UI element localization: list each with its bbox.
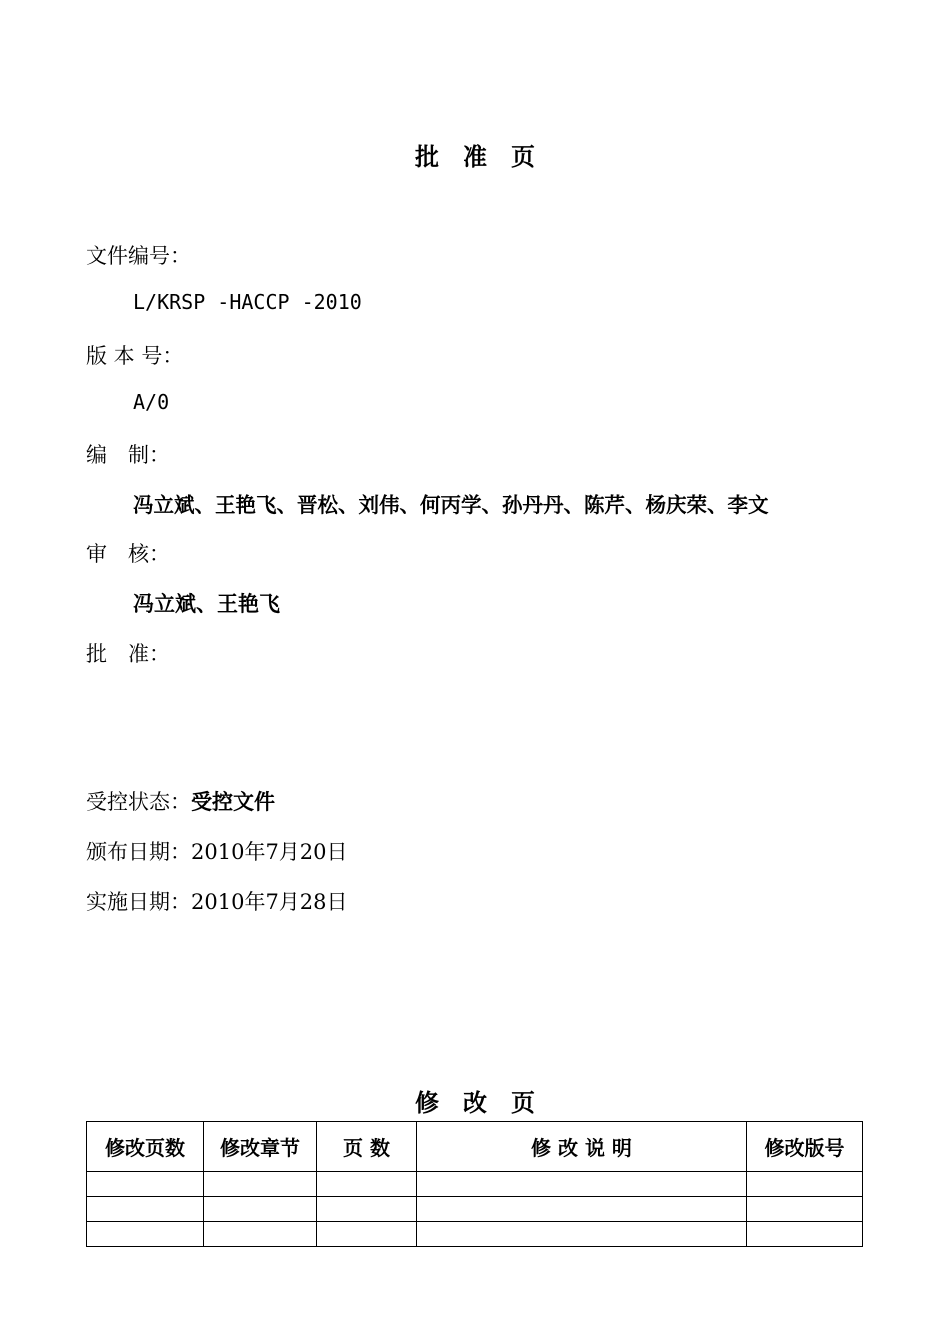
status-label: 受控状态： — [86, 790, 191, 814]
header-page-count: 页 数 — [317, 1122, 417, 1172]
table-cell — [317, 1197, 417, 1222]
compiled-value: 冯立斌、王艳飞、晋松、刘伟、何丙学、孙丹丹、陈芹、杨庆荣、李文 — [133, 493, 769, 517]
header-pages-changed: 修改页数 — [87, 1122, 204, 1172]
table-row — [87, 1222, 863, 1247]
approved-label: 批 准： — [86, 642, 170, 666]
table-cell — [204, 1197, 317, 1222]
table-row — [87, 1197, 863, 1222]
status-row — [86, 786, 275, 816]
table-cell — [317, 1222, 417, 1247]
table-cell — [747, 1197, 863, 1222]
issue-date-label: 颁布日期： — [86, 840, 191, 864]
version-label: 版 本 号： — [86, 344, 184, 368]
table-cell — [747, 1172, 863, 1197]
effective-date-label: 实施日期： — [86, 890, 191, 914]
revision-page-title: 修 改 页 — [415, 1088, 535, 1117]
effective-date-value: 2010年7月28日 — [191, 890, 348, 914]
table-cell — [87, 1172, 204, 1197]
doc-no-value: L/KRSP -HACCP -2010 — [133, 290, 362, 314]
doc-no-label: 文件编号： — [86, 244, 191, 268]
table-cell — [317, 1172, 417, 1197]
compiled-label: 编 制： — [86, 443, 170, 467]
header-change-description: 修 改 说 明 — [417, 1122, 747, 1172]
effective-date-row — [86, 886, 348, 916]
table-cell — [417, 1222, 747, 1247]
table-row — [87, 1172, 863, 1197]
table-cell — [204, 1222, 317, 1247]
revision-header-row — [87, 1122, 863, 1172]
header-section-changed: 修改章节 — [204, 1122, 317, 1172]
header-revision-version: 修改版号 — [747, 1122, 863, 1172]
table-cell — [417, 1172, 747, 1197]
revision-table — [86, 1121, 863, 1247]
approval-page-title: 批 准 页 — [415, 142, 535, 171]
status-value: 受控文件 — [191, 789, 275, 814]
table-cell — [747, 1222, 863, 1247]
table-cell — [204, 1172, 317, 1197]
table-cell — [87, 1222, 204, 1247]
issue-date-row — [86, 836, 348, 866]
reviewed-label: 审 核： — [86, 542, 170, 566]
table-cell — [417, 1197, 747, 1222]
reviewed-value: 冯立斌、王艳飞 — [133, 591, 280, 616]
table-cell — [87, 1197, 204, 1222]
version-value: A/0 — [133, 390, 170, 414]
issue-date-value: 2010年7月20日 — [191, 840, 348, 864]
